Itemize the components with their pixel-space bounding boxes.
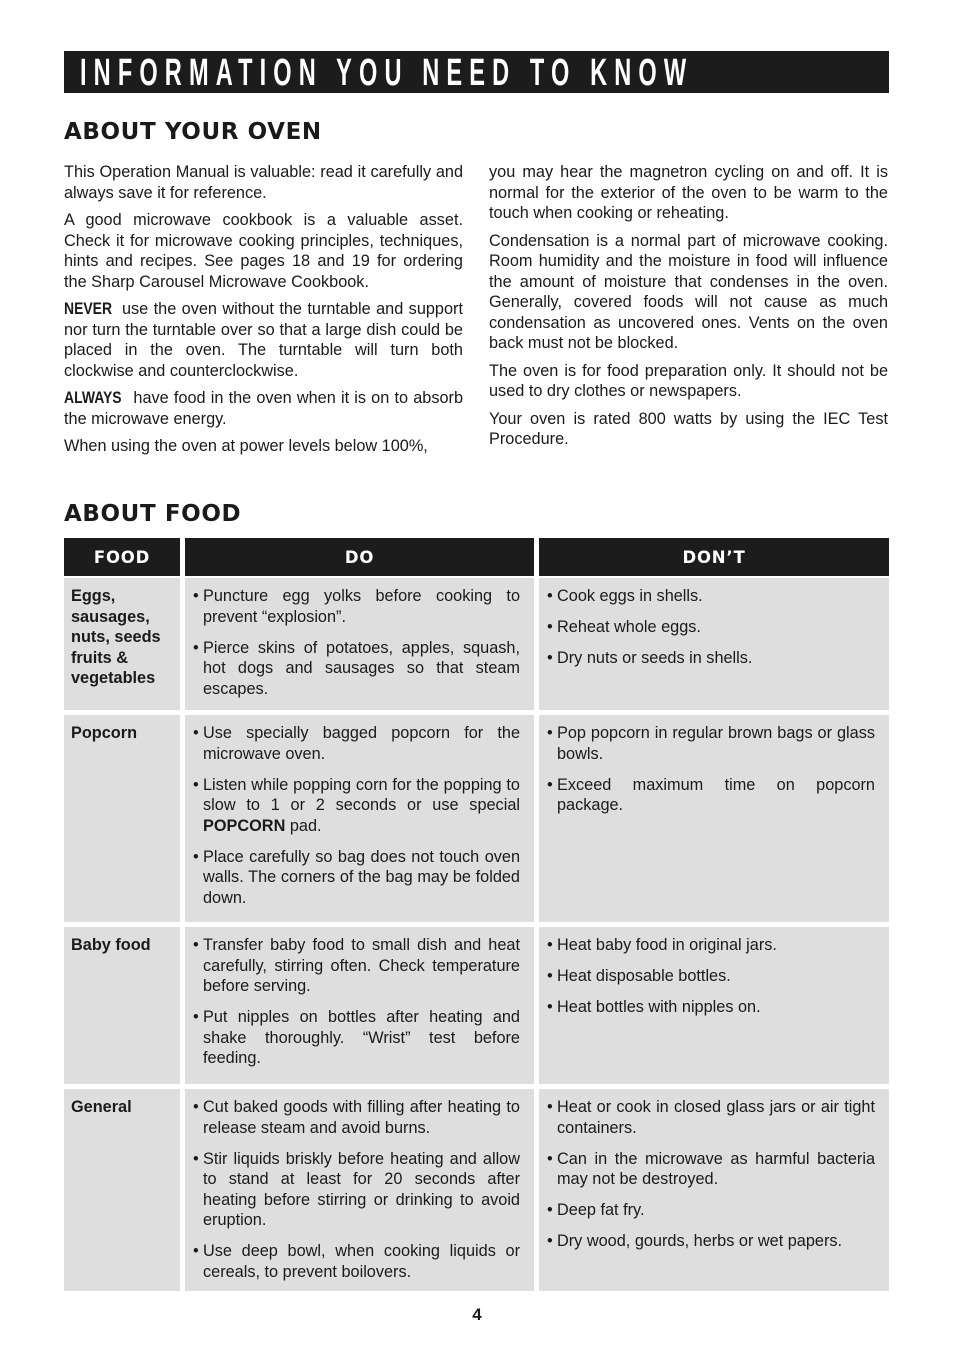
bullet-mark: •: [547, 998, 553, 1016]
list-item-text: Stir liquids briskly before heating and allow to stand at least for 20 seconds after heating before stirring or drinking to avoid eruption.: [203, 1149, 520, 1229]
list-item: [547, 723, 875, 764]
paragraph: This Operation Manual is valuable: read it carefully and always save it for reference.: [64, 163, 463, 202]
list-item-text: Cut baked goods with filling after heating to release steam and avoid burns.: [203, 1098, 520, 1137]
do-cell: [185, 927, 534, 1084]
bullet-mark: •: [193, 587, 199, 605]
page-banner-title: INFORMATION YOU NEED TO KNOW: [80, 52, 694, 94]
bullet-list: [547, 723, 875, 816]
list-item-text: Heat or cook in closed glass jars or air tight containers.: [557, 1098, 875, 1137]
dont-cell: [539, 927, 889, 1084]
keyword-always: ALWAYS: [64, 388, 122, 407]
do-cell: [185, 715, 534, 922]
list-item-text: Dry wood, gourds, herbs or wet papers.: [557, 1232, 843, 1250]
list-item-text: Deep fat fry.: [557, 1201, 645, 1219]
bullet-mark: •: [547, 936, 553, 954]
about-oven-right-column: [489, 162, 888, 457]
list-item: [193, 1097, 520, 1138]
bullet-mark: •: [547, 649, 553, 667]
bullet-mark: •: [193, 1149, 199, 1168]
bullet-mark: •: [193, 1008, 199, 1026]
list-item-text: pad.: [285, 816, 322, 835]
list-item: [547, 1149, 875, 1190]
about-oven-heading: ABOUT YOUR OVEN: [64, 119, 322, 145]
bullet-mark: •: [193, 775, 199, 794]
table-header-dont: DON’T: [539, 538, 889, 576]
list-item: [193, 935, 520, 997]
dont-cell: [539, 1089, 889, 1291]
bullet-mark: •: [547, 587, 553, 605]
list-item: [547, 586, 875, 607]
bullet-mark: •: [547, 1201, 553, 1219]
bullet-list: [547, 1097, 875, 1252]
paragraph-text: have food in the oven when it is on to absorb the microwave energy.: [64, 389, 463, 428]
bullet-mark: •: [193, 1242, 199, 1260]
paragraph: When using the oven at power levels below 100%,: [64, 437, 428, 455]
list-item-text: Heat bottles with nipples on.: [557, 998, 761, 1016]
list-item: [547, 617, 875, 638]
bullet-list: [193, 586, 520, 699]
list-item-text: Use specially bagged popcorn for the microwave oven.: [203, 724, 520, 763]
list-item-text: Listen while popping corn for the popping to slow to 1 or 2 seconds or use special: [203, 775, 520, 814]
list-item-bold-text: POPCORN: [203, 816, 286, 835]
bullet-list: [193, 935, 520, 1069]
list-item-text: Puncture egg yolks before cooking to prevent “explosion”.: [203, 587, 520, 626]
paragraph: [64, 388, 463, 429]
list-item-text: Heat disposable bottles.: [557, 967, 731, 985]
bullet-mark: •: [193, 724, 199, 742]
list-item: [193, 847, 520, 909]
paragraph: Condensation is a normal part of microwave cooking. Room humidity and the moisture in food will influence the amount of moisture that condenses in the oven. Generally, covered foods will not cause as much condensation as uncovered ones. Vents on the oven back must not be blocked.: [489, 231, 888, 352]
list-item-text: Pierce skins of potatoes, apples, squash, hot dogs and sausages so that steam escapes.: [203, 638, 520, 698]
food-category-cell: General: [64, 1089, 180, 1291]
paragraph: [64, 299, 463, 381]
list-item: [193, 1007, 520, 1069]
list-item-text: Exceed maximum time on popcorn package.: [557, 775, 875, 814]
list-item: [547, 1097, 875, 1138]
do-cell: [185, 1089, 534, 1291]
bullet-mark: •: [547, 1232, 553, 1250]
dont-cell: [539, 715, 889, 922]
bullet-mark: •: [547, 618, 553, 636]
list-item: [547, 775, 875, 816]
list-item-text: Cook eggs in shells.: [557, 587, 703, 605]
list-item: [547, 648, 875, 669]
do-cell: [185, 578, 534, 710]
bullet-mark: •: [193, 1098, 199, 1116]
paragraph: A good microwave cookbook is a valuable asset. Check it for microwave cooking principles, techniques, hints and recipes. See pages 18 and 19 for ordering the Sharp Carousel Microwave Cookbook.: [64, 211, 463, 291]
list-item-text: Dry nuts or seeds in shells.: [557, 649, 753, 667]
list-item-text: Place carefully so bag does not touch oven walls. The corners of the bag may be folded down.: [203, 847, 520, 907]
about-oven-left-column: [64, 162, 463, 464]
list-item: [193, 638, 520, 700]
page-banner: [64, 51, 889, 93]
bullet-mark: •: [547, 775, 553, 794]
bullet-list: [193, 1097, 520, 1282]
list-item-text: Can in the microwave as harmful bacteria may not be destroyed.: [557, 1149, 875, 1188]
keyword-never: NEVER: [64, 299, 113, 318]
list-item: [547, 1200, 875, 1221]
food-category-cell: Baby food: [64, 927, 180, 1084]
list-item: [547, 997, 875, 1018]
list-item: [547, 1231, 875, 1252]
bullet-mark: •: [547, 724, 553, 742]
table-header-food: FOOD: [64, 538, 180, 576]
bullet-mark: •: [547, 967, 553, 985]
list-item: [193, 1149, 520, 1231]
bullet-list: [547, 935, 875, 1018]
bullet-mark: •: [547, 1098, 553, 1116]
list-item-text: Reheat whole eggs.: [557, 618, 701, 636]
list-item-text: Put nipples on bottles after heating and shake thoroughly. “Wrist” test before feeding.: [203, 1008, 520, 1067]
bullet-mark: •: [547, 1149, 553, 1168]
table-header-do: DO: [185, 538, 534, 576]
food-category-cell: Eggs, sausages, nuts, seeds fruits & vegetables: [64, 578, 180, 710]
page-number: 4: [472, 1305, 482, 1324]
list-item-text: Transfer baby food to small dish and heat carefully, stirring often. Check temperature before serving.: [203, 936, 520, 995]
bullet-mark: •: [193, 847, 199, 866]
bullet-mark: •: [193, 638, 199, 657]
list-item: [193, 1241, 520, 1282]
paragraph: The oven is for food preparation only. It should not be used to dry clothes or newspapers.: [489, 361, 888, 400]
list-item-text: Pop popcorn in regular brown bags or glass bowls.: [557, 724, 875, 763]
bullet-list: [193, 723, 520, 908]
paragraph: you may hear the magnetron cycling on and off. It is normal for the exterior of the oven to be warm to the touch when cooking or reheating.: [489, 163, 888, 222]
paragraph: Your oven is rated 800 watts by using the IEC Test Procedure.: [489, 409, 888, 448]
list-item: [193, 723, 520, 764]
food-category-cell: Popcorn: [64, 715, 180, 922]
list-item-text: Use deep bowl, when cooking liquids or cereals, to prevent boilovers.: [203, 1242, 520, 1281]
bullet-list: [547, 586, 875, 669]
dont-cell: [539, 578, 889, 710]
list-item: [547, 935, 875, 956]
paragraph-text: use the oven without the turntable and support nor turn the turntable over so that a large dish could be placed in the oven. The turntable will turn both clockwise and counterclockwise.: [64, 300, 463, 380]
list-item: [547, 966, 875, 987]
list-item: [193, 775, 520, 837]
list-item-text: Heat baby food in original jars.: [557, 936, 777, 954]
about-food-heading: ABOUT FOOD: [64, 501, 242, 527]
bullet-mark: •: [193, 936, 199, 954]
list-item: [193, 586, 520, 627]
